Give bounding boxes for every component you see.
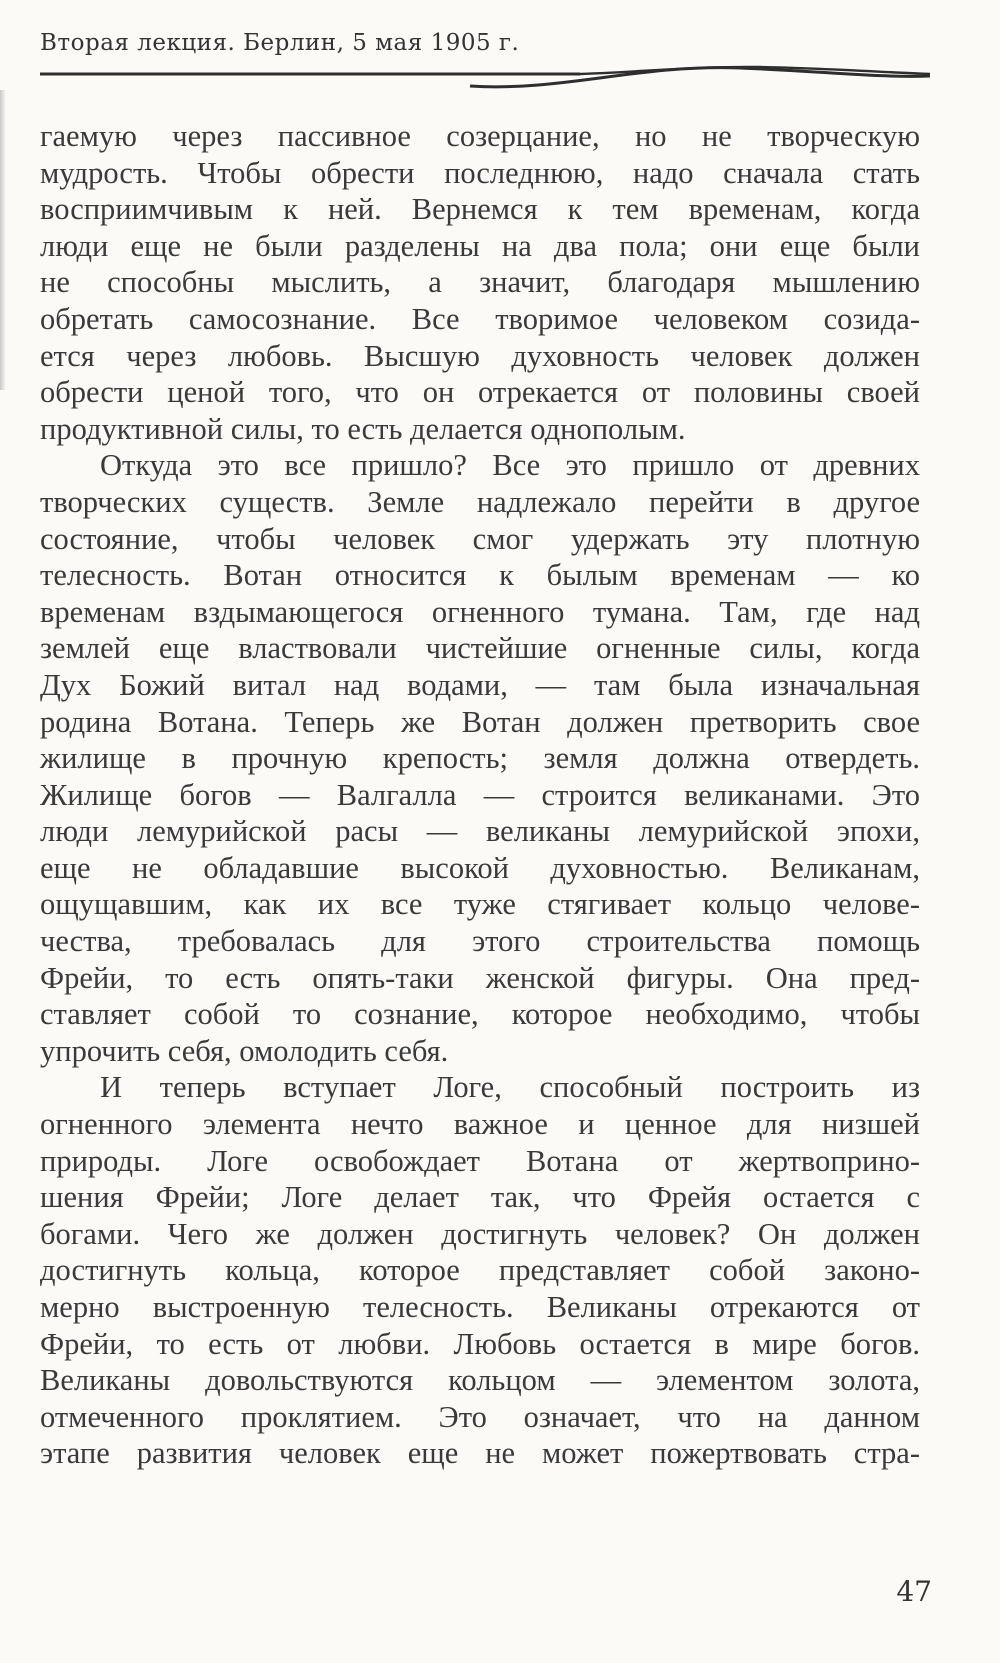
text-line: Жилище богов — Валгалла — строится великанами. Это xyxy=(40,777,920,812)
text-line: не способны мыслить, а значит, благодаря мышлению xyxy=(40,265,920,300)
text-line: временам вздымающегося огненного тумана. Там, где над xyxy=(40,594,920,629)
paragraph xyxy=(40,447,920,1069)
body-text xyxy=(40,118,920,1472)
text-line: еще не обладавшие высокой духовностью. Великанам, xyxy=(40,850,920,885)
text-line: И теперь вступает Логе, способный построить из xyxy=(100,1070,920,1105)
text-line: достигнуть кольца, которое представляет собой законо- xyxy=(40,1253,920,1288)
text-line: природы. Логе освобождает Вотана от жертвоприно- xyxy=(40,1143,920,1178)
paragraph xyxy=(40,1069,920,1472)
text-line: мерно выстроенную телесность. Великаны отрекаются от xyxy=(40,1290,920,1324)
text-line: Фрейи, то есть от любви. Любовь остается в мире богов. xyxy=(40,1326,920,1361)
text-line: люди еще не были разделены на два пола; они еще были xyxy=(40,228,920,263)
header-ornamental-rule xyxy=(40,58,930,98)
binding-edge-shadow xyxy=(0,90,6,390)
page-number: 47 xyxy=(896,1575,932,1608)
text-line: ставляет собой то сознание, которое необходимо, чтобы xyxy=(40,997,920,1032)
text-line: обрести ценой того, что он отрекается от половины своей xyxy=(40,375,920,410)
text-line: этапе развития человек еще не может пожертвовать стра- xyxy=(40,1436,920,1471)
text-line: творческих существ. Земле надлежало перейти в другое xyxy=(40,484,920,519)
text-line: шения Фрейи; Логе делает так, что Фрейя остается с xyxy=(40,1180,920,1215)
text-line: упрочить себя, омолодить себя. xyxy=(40,1033,449,1068)
text-line: люди лемурийской расы — великаны лемурийской эпохи, xyxy=(40,814,920,849)
text-line: Откуда это все пришло? Все это пришло от древних xyxy=(100,448,920,483)
text-line: продуктивной силы, то есть делается однополым. xyxy=(40,411,686,446)
text-line: отмеченного проклятием. Это означает, что на данном xyxy=(40,1399,920,1434)
text-line: телесность. Вотан относится к былым временам — ко xyxy=(40,558,920,593)
text-line: ется через любовь. Высшую духовность человек должен xyxy=(40,338,920,373)
text-line: Великаны довольствуются кольцом — элементом золота, xyxy=(40,1363,920,1398)
paragraph xyxy=(40,118,920,447)
text-line: богами. Чего же должен достигнуть человек? Он должен xyxy=(40,1216,920,1251)
text-line: ощущавшим, как их все туже стягивает кольцо челове- xyxy=(40,887,920,922)
text-line: состояние, чтобы человек смог удержать эту плотную xyxy=(40,521,920,556)
text-line: огненного элемента нечто важное и ценное для низшей xyxy=(40,1107,920,1142)
text-line: землей еще властвовали чистейшие огненные силы, когда xyxy=(40,631,920,666)
text-line: гаемую через пассивное созерцание, но не творческую xyxy=(40,119,920,153)
text-line: жилище в прочную крепость; земля должна отвердеть. xyxy=(40,741,920,776)
text-line: родина Вотана. Теперь же Вотан должен претворить свое xyxy=(40,704,920,739)
text-line: чества, требовалась для этого строительства помощь xyxy=(40,924,920,959)
running-title: Вторая лекция. Берлин, 5 мая 1905 г. xyxy=(40,30,520,56)
text-line: восприимчивым к ней. Вернемся к тем временам, когда xyxy=(40,192,920,227)
text-line: мудрость. Чтобы обрести последнюю, надо сначала стать xyxy=(40,155,920,190)
text-line: Фрейи, то есть опять-таки женской фигуры. Она пред- xyxy=(40,960,920,995)
text-line: Дух Божий витал над водами, — там была изначальная xyxy=(40,667,920,702)
text-line: обретать самосознание. Все творимое человеком созида- xyxy=(40,301,920,336)
